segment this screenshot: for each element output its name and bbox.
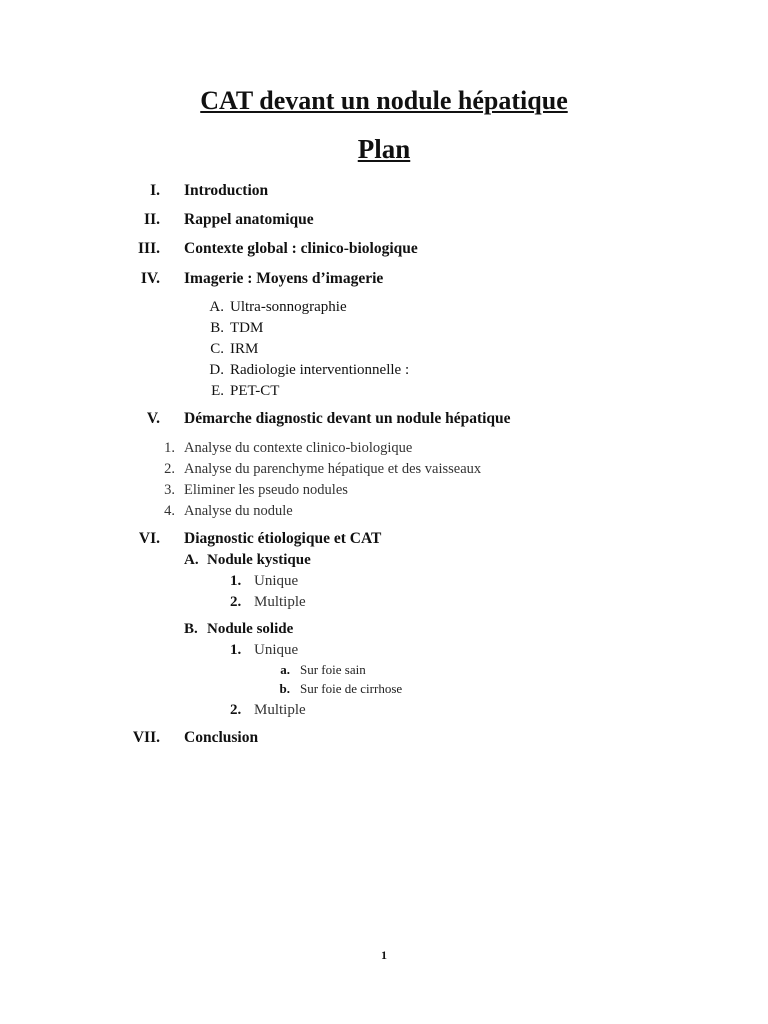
subsection-heading: Nodule kystique: [207, 552, 311, 568]
list-item: Analyse du nodule: [184, 503, 293, 519]
list-marker: 1.: [230, 642, 242, 658]
list-item: Multiple: [254, 594, 306, 610]
page-number: 1: [381, 948, 387, 962]
list-marker: E.: [211, 383, 224, 399]
list-marker: 1.: [230, 573, 242, 589]
section-number: II.: [144, 211, 160, 228]
subsection-marker: A.: [184, 552, 199, 568]
list-marker: 2.: [230, 594, 242, 610]
subsection-marker: B.: [184, 621, 198, 637]
list-item: Analyse du parenchyme hépatique et des vaisseaux: [184, 461, 482, 477]
list-marker: 3.: [164, 482, 175, 498]
list-item: PET-CT: [230, 383, 280, 399]
list-marker: B.: [210, 320, 224, 336]
section-number: VI.: [138, 530, 160, 547]
list-item: Unique: [254, 573, 299, 589]
plan-heading: Plan: [357, 134, 411, 164]
document-title: CAT devant un nodule hépatique: [200, 86, 568, 115]
list-item: Sur foie de cirrhose: [300, 681, 403, 696]
list-marker: 2.: [230, 702, 242, 718]
list-item: Eliminer les pseudo nodules: [184, 482, 348, 498]
section-heading: Diagnostic étiologique et CAT: [184, 530, 382, 547]
section-number: V.: [146, 410, 160, 427]
section-heading: Contexte global : clinico-biologique: [184, 240, 418, 257]
section-number: VII.: [132, 729, 160, 746]
section-heading: Introduction: [184, 182, 269, 199]
section-number: IV.: [140, 270, 160, 287]
list-item: Sur foie sain: [300, 662, 366, 677]
list-item: Radiologie interventionnelle :: [230, 362, 410, 378]
list-marker: C.: [210, 341, 224, 357]
list-marker: 2.: [164, 461, 175, 477]
subsection-heading: Nodule solide: [207, 621, 294, 637]
section-number: I.: [150, 182, 160, 199]
list-item: TDM: [230, 320, 264, 336]
section-heading: Démarche diagnostic devant un nodule hépatique: [184, 410, 511, 427]
section-heading: Imagerie : Moyens d’imagerie: [184, 270, 384, 287]
section-heading: Rappel anatomique: [184, 211, 314, 228]
list-item: Analyse du contexte clinico-biologique: [184, 440, 413, 456]
list-item: Ultra-sonnographie: [230, 299, 347, 315]
list-marker: 4.: [164, 503, 175, 519]
list-marker: b.: [279, 681, 290, 696]
list-item: IRM: [230, 341, 259, 357]
section-number: III.: [138, 240, 160, 257]
list-marker: a.: [280, 662, 290, 677]
section-heading: Conclusion: [184, 729, 259, 746]
list-marker: D.: [209, 362, 224, 378]
list-marker: 1.: [164, 440, 175, 456]
list-marker: A.: [209, 299, 224, 315]
list-item: Unique: [254, 642, 299, 658]
list-item: Multiple: [254, 702, 306, 718]
